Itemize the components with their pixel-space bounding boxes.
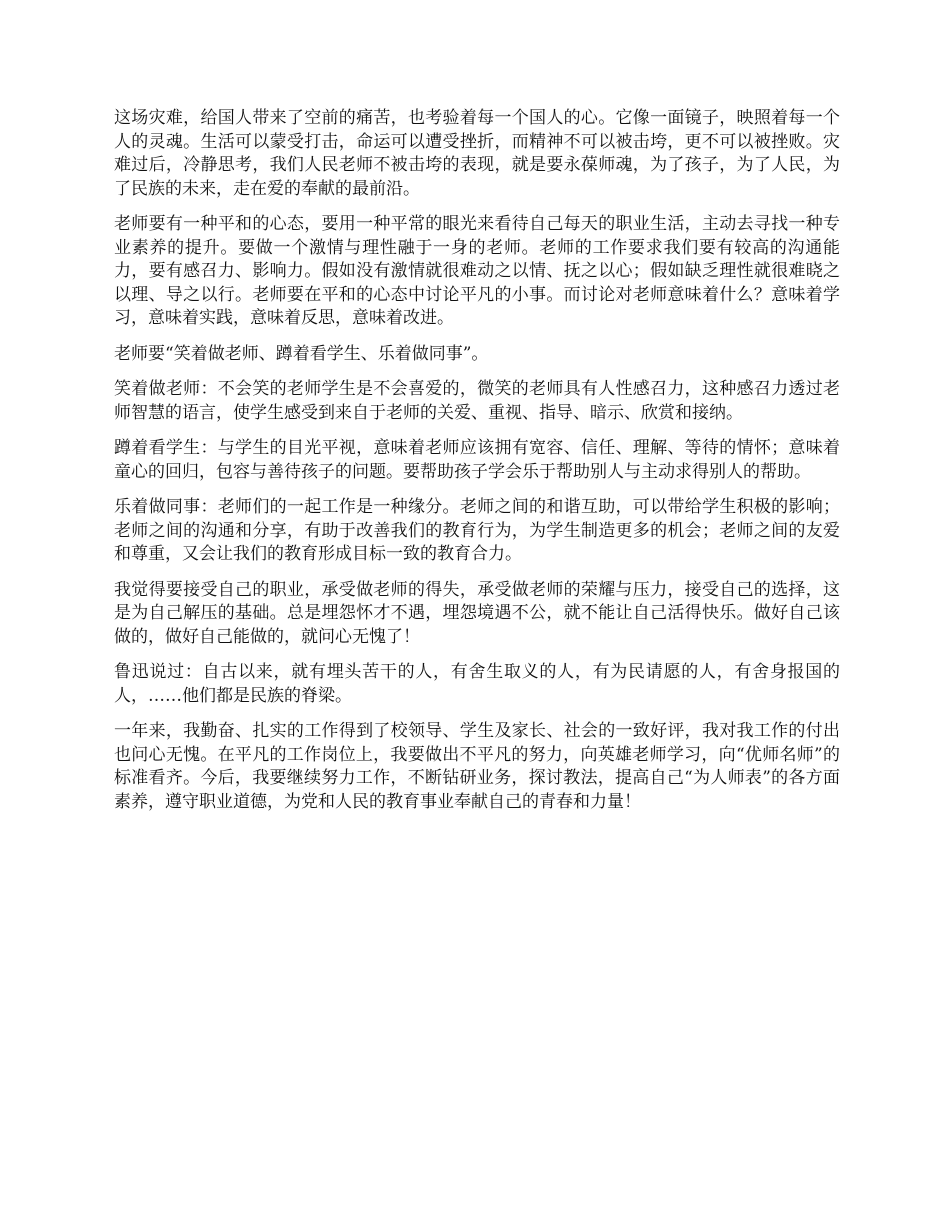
paragraph-accept-profession: 我觉得要接受自己的职业，承受做老师的得失，承受做老师的荣耀与压力，接受自己的选择，这是为自己解压的基础。总是埋怨怀才不遇，埋怨境遇不公，就不能让自己活得快乐。做好自己该做的，做好自己能做的，就问心无愧了！ (114, 579, 840, 647)
paragraph-calm-mindset: 老师要有一种平和的心态，要用一种平常的眼光来看待自己每天的职业生活，主动去寻找一种专业素养的提升。要做一个激情与理性融于一身的老师。老师的工作要求我们要有较高的沟通能力，要有感召力、影响力。假如没有激情就很难动之以情、抚之以心；假如缺乏理性就很难晓之以理、导之以行。老师要在平和的心态中讨论平凡的小事。而讨论对老师意味着什么？意味着学习，意味着实践，意味着反思，意味着改进。 (114, 214, 840, 328)
paragraph-crouch-to-see-students: 蹲着看学生：与学生的目光平视，意味着老师应该拥有宽容、信任、理解、等待的情怀；意味着童心的回归，包容与善待孩子的问题。要帮助孩子学会乐于帮助别人与主动求得别人的帮助。 (114, 438, 840, 482)
paragraph-lu-xun-quote: 鲁迅说过：自古以来，就有埋头苦干的人，有舍生取义的人，有为民请愿的人，有舍身报国的人，……他们都是民族的脊梁。 (114, 662, 840, 706)
paragraph-smile-as-teacher: 笑着做老师：不会笑的老师学生是不会喜爱的，微笑的老师具有人性感召力，这种感召力透过老师智慧的语言，使学生感受到来自于老师的关爱、重视、指导、暗示、欣赏和接纳。 (114, 379, 840, 423)
document-body (114, 107, 840, 826)
paragraph-year-summary: 一年来，我勤奋、扎实的工作得到了校领导、学生及家长、社会的一致好评，我对我工作的付出也问心无愧。在平凡的工作岗位上，我要做出不平凡的努力，向英雄老师学习，向“优师名师”的标准看齐。今后，我要继续努力工作，不断钻研业务，探讨教法，提高自己“为人师表”的各方面素养，遵守职业道德，为党和人民的教育事业奉献自己的青春和力量！ (114, 721, 840, 812)
paragraph-happy-colleagues: 乐着做同事：老师们的一起工作是一种缘分。老师之间的和谐互助，可以带给学生积极的影响；老师之间的沟通和分享，有助于改善我们的教育行为，为学生制造更多的机会；老师之间的友爱和尊重，又会让我们的教育形成目标一致的教育合力。 (114, 497, 840, 564)
paragraph-disaster-reflection: 这场灾难，给国人带来了空前的痛苦，也考验着每一个国人的心。它像一面镜子，映照着每一个人的灵魂。生活可以蒙受打击，命运可以遭受挫折，而精神不可以被击垮，更不可以被挫败。灾难过后，冷静思考，我们人民老师不被击垮的表现，就是要永葆师魂，为了孩子，为了人民，为了民族的未来，走在爱的奉献的最前沿。 (114, 108, 840, 199)
paragraph-teacher-motto: 老师要“笑着做老师、蹲着看学生、乐着做同事”。 (114, 343, 489, 364)
